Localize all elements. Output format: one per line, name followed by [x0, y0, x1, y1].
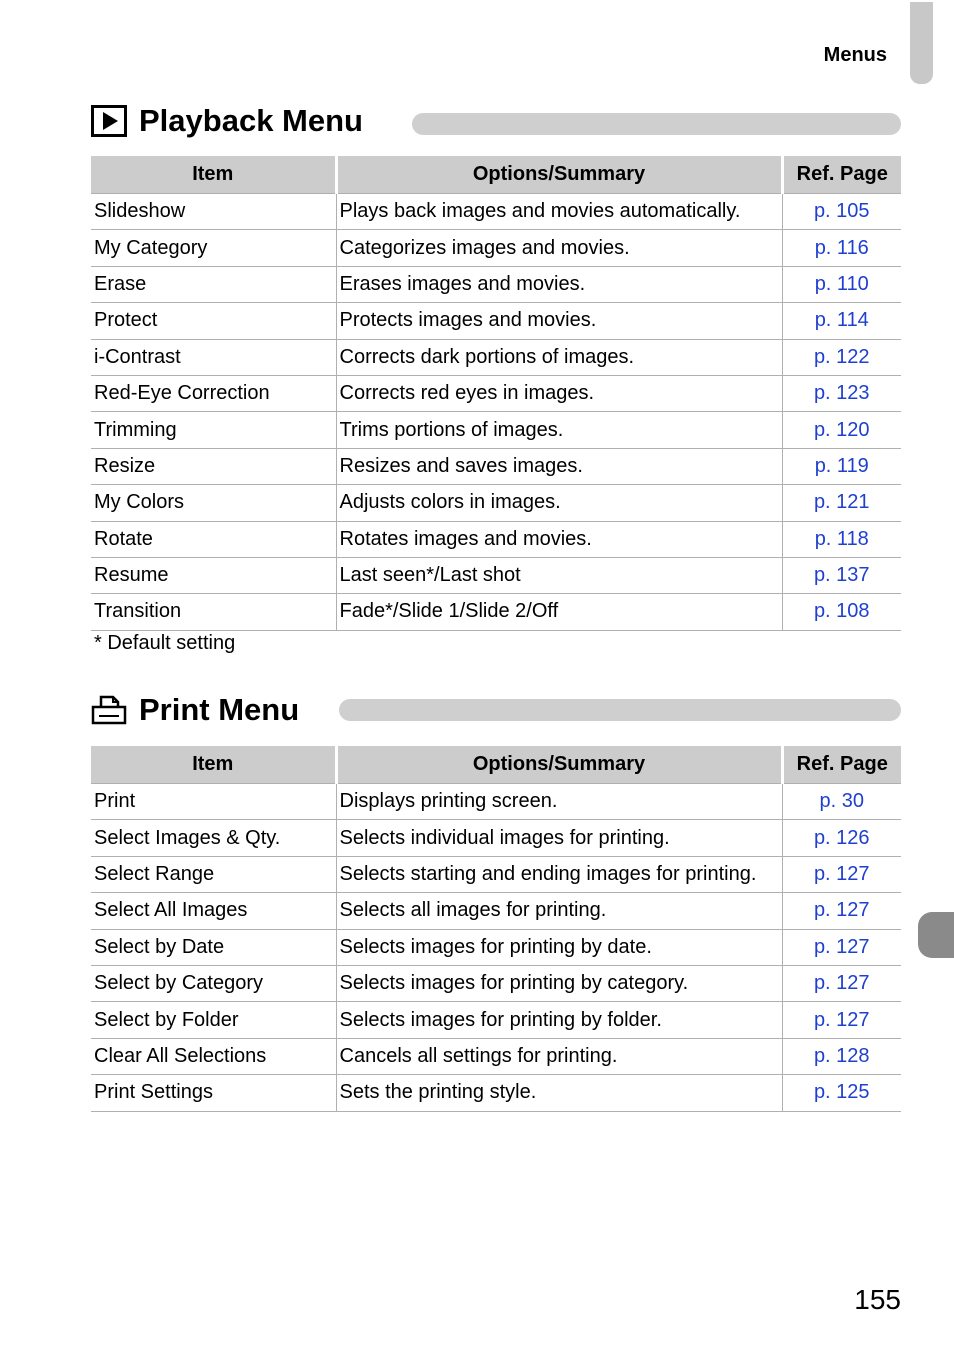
summary-cell: Resizes and saves images.	[336, 448, 782, 484]
item-cell: Erase	[91, 266, 336, 302]
ref-page-link[interactable]: p. 125	[782, 1075, 901, 1111]
ref-page-link[interactable]: p. 126	[782, 820, 901, 856]
column-header-ref-page: Ref. Page	[782, 156, 901, 194]
table-row	[91, 412, 901, 448]
table-row	[91, 521, 901, 557]
item-cell: My Category	[91, 230, 336, 266]
summary-cell: Selects individual images for printing.	[336, 820, 782, 856]
table-row	[91, 375, 901, 411]
chapter-tab-side	[918, 912, 954, 958]
chapter-tab-top	[910, 2, 933, 84]
summary-cell: Rotates images and movies.	[336, 521, 782, 557]
summary-cell: Selects images for printing by date.	[336, 929, 782, 965]
ref-page-link[interactable]: p. 127	[782, 929, 901, 965]
table-row	[91, 485, 901, 521]
table-header-row	[91, 156, 901, 194]
table-row	[91, 594, 901, 630]
table-row	[91, 230, 901, 266]
item-cell: Transition	[91, 594, 336, 630]
playback-title-bar	[412, 113, 901, 135]
ref-page-link[interactable]: p. 127	[782, 965, 901, 1001]
table-row	[91, 929, 901, 965]
table-row	[91, 1075, 901, 1111]
table-row	[91, 820, 901, 856]
summary-cell: Displays printing screen.	[336, 784, 782, 820]
summary-cell: Selects starting and ending images for printing.	[336, 856, 782, 892]
ref-page-link[interactable]: p. 128	[782, 1038, 901, 1074]
summary-cell: Plays back images and movies automatically.	[336, 194, 782, 230]
summary-cell: Erases images and movies.	[336, 266, 782, 302]
default-setting-footnote: * Default setting	[94, 632, 236, 654]
printer-icon	[91, 694, 127, 726]
item-cell: Protect	[91, 303, 336, 339]
ref-page-link[interactable]: p. 110	[782, 266, 901, 302]
column-header-ref-page: Ref. Page	[782, 746, 901, 784]
table-row	[91, 303, 901, 339]
item-cell: Trimming	[91, 412, 336, 448]
ref-page-link[interactable]: p. 127	[782, 1002, 901, 1038]
table-row	[91, 1002, 901, 1038]
table-row	[91, 784, 901, 820]
table-row	[91, 856, 901, 892]
summary-cell: Adjusts colors in images.	[336, 485, 782, 521]
table-row	[91, 557, 901, 593]
column-header-item: Item	[91, 746, 336, 784]
playback-icon	[91, 105, 127, 137]
summary-cell: Protects images and movies.	[336, 303, 782, 339]
summary-cell: Categorizes images and movies.	[336, 230, 782, 266]
ref-page-link[interactable]: p. 30	[782, 784, 901, 820]
summary-cell: Cancels all settings for printing.	[336, 1038, 782, 1074]
ref-page-link[interactable]: p. 114	[782, 303, 901, 339]
table-row	[91, 1038, 901, 1074]
print-menu-table	[91, 746, 901, 1112]
ref-page-link[interactable]: p. 119	[782, 448, 901, 484]
playback-menu-title: Playback Menu	[139, 103, 363, 138]
summary-cell: Last seen*/Last shot	[336, 557, 782, 593]
summary-cell: Selects images for printing by folder.	[336, 1002, 782, 1038]
item-cell: Select Range	[91, 856, 336, 892]
item-cell: Select by Date	[91, 929, 336, 965]
table-row	[91, 266, 901, 302]
ref-page-link[interactable]: p. 108	[782, 594, 901, 630]
page-number: 155	[854, 1284, 901, 1315]
summary-cell: Fade*/Slide 1/Slide 2/Off	[336, 594, 782, 630]
table-row	[91, 893, 901, 929]
item-cell: Select All Images	[91, 893, 336, 929]
print-title-bar	[339, 699, 901, 721]
item-cell: Slideshow	[91, 194, 336, 230]
item-cell: My Colors	[91, 485, 336, 521]
summary-cell: Selects all images for printing.	[336, 893, 782, 929]
summary-cell: Trims portions of images.	[336, 412, 782, 448]
column-header-item: Item	[91, 156, 336, 194]
table-row	[91, 194, 901, 230]
table-row	[91, 339, 901, 375]
print-menu-title: Print Menu	[139, 692, 300, 727]
ref-page-link[interactable]: p. 105	[782, 194, 901, 230]
ref-page-link[interactable]: p. 118	[782, 521, 901, 557]
ref-page-link[interactable]: p. 116	[782, 230, 901, 266]
item-cell: Clear All Selections	[91, 1038, 336, 1074]
item-cell: Select Images & Qty.	[91, 820, 336, 856]
item-cell: Print	[91, 784, 336, 820]
summary-cell: Sets the printing style.	[336, 1075, 782, 1111]
table-header-row	[91, 746, 901, 784]
table-row	[91, 965, 901, 1001]
ref-page-link[interactable]: p. 121	[782, 485, 901, 521]
print-menu-heading	[91, 690, 299, 730]
playback-menu-table	[91, 156, 901, 631]
ref-page-link[interactable]: p. 137	[782, 557, 901, 593]
summary-cell: Corrects red eyes in images.	[336, 375, 782, 411]
item-cell: Red-Eye Correction	[91, 375, 336, 411]
ref-page-link[interactable]: p. 123	[782, 375, 901, 411]
ref-page-link[interactable]: p. 120	[782, 412, 901, 448]
table-row	[91, 448, 901, 484]
item-cell: Select by Category	[91, 965, 336, 1001]
item-cell: Rotate	[91, 521, 336, 557]
summary-cell: Corrects dark portions of images.	[336, 339, 782, 375]
column-header-options: Options/Summary	[336, 746, 782, 784]
item-cell: Resize	[91, 448, 336, 484]
item-cell: Resume	[91, 557, 336, 593]
ref-page-link[interactable]: p. 127	[782, 893, 901, 929]
column-header-options: Options/Summary	[336, 156, 782, 194]
item-cell: Print Settings	[91, 1075, 336, 1111]
summary-cell: Selects images for printing by category.	[336, 965, 782, 1001]
section-label: Menus	[823, 44, 887, 66]
item-cell: i-Contrast	[91, 339, 336, 375]
ref-page-link[interactable]: p. 127	[782, 856, 901, 892]
ref-page-link[interactable]: p. 122	[782, 339, 901, 375]
item-cell: Select by Folder	[91, 1002, 336, 1038]
playback-menu-heading	[91, 101, 363, 141]
